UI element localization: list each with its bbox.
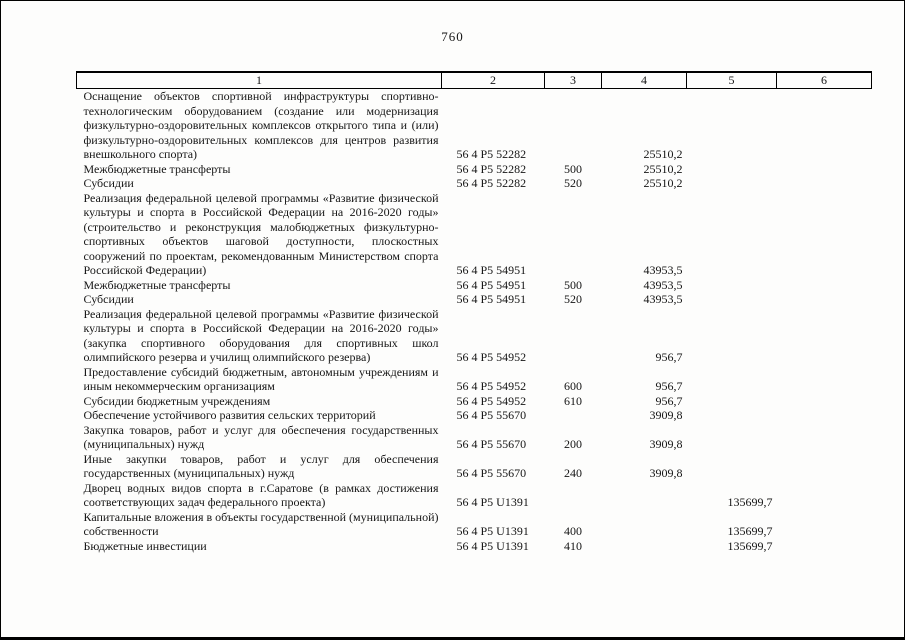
cell-amount: 43953,5: [643, 263, 683, 277]
cell-amount: [602, 481, 687, 510]
cell-amount: 25510,2: [643, 176, 683, 190]
cell-name: Дворец водных видов спорта в г.Саратове (в рамках достижения соответствующих задач федерального проекта): [83, 480, 439, 509]
cell-amount-2: [687, 307, 777, 365]
table-row: [77, 176, 872, 191]
table-row: [77, 481, 872, 510]
cell-amount-2: 135699,7: [727, 495, 773, 509]
cell-amount-2: [687, 394, 777, 409]
cell-empty: [777, 89, 872, 162]
cell-name: Предоставление субсидий бюджетным, автономным учреждениям и иным некоммерческим организациям: [83, 364, 439, 393]
cell-name: Иные закупки товаров, работ и услуг для обеспечения государственных (муниципальных) нужд: [83, 451, 439, 480]
cell-amount: 3909,8: [649, 466, 683, 480]
table-row: [77, 408, 872, 423]
cell-empty: [777, 292, 872, 307]
table-row: [77, 278, 872, 293]
cell-amount: [602, 539, 687, 554]
cell-amount-2: [687, 89, 777, 162]
cell-empty: [777, 539, 872, 554]
table-header: [77, 72, 872, 89]
cell-empty: [777, 423, 872, 452]
cell-amount-2: [687, 278, 777, 293]
cell-code: 56 4 Р5 54952: [456, 379, 527, 393]
cell-amount: 3909,8: [649, 408, 683, 422]
cell-amount-2: [687, 176, 777, 191]
table-row: [77, 423, 872, 452]
cell-code: 56 4 Р5 52282: [456, 161, 527, 176]
table-body: [77, 89, 872, 554]
cell-vid: 610: [564, 393, 582, 408]
cell-vid: 520: [564, 176, 582, 190]
cell-name: Капитальные вложения в объекты государственной (муниципальной) собственности: [83, 509, 439, 538]
cell-name: Реализация федеральной целевой программы «Развитие физической культуры и спорта в Российской Федерации на 2016-2020 годы» (строительство и реконструкция малобюджетных физкультурно-спортивных объектов шаговой доступности, плоскостных сооружений по проектам, рекомендованным Министерством спорта Российской Федерации): [83, 190, 439, 277]
cell-vid: [545, 89, 602, 162]
budget-table: [76, 71, 872, 553]
cell-vid: [545, 408, 602, 423]
cell-vid: 520: [564, 292, 582, 306]
cell-empty: [777, 162, 872, 177]
table-row: [77, 365, 872, 394]
cell-name: Обеспечение устойчивого развития сельских территорий: [83, 408, 376, 422]
column-header-2: 2: [442, 72, 545, 89]
cell-code: 56 4 Р5 55670: [456, 437, 527, 451]
cell-vid: 410: [564, 538, 582, 553]
cell-code: 56 4 Р5 U1391: [456, 495, 529, 509]
cell-name: Субсидии бюджетным учреждениям: [83, 393, 271, 408]
cell-amount-2: [687, 452, 777, 481]
cell-empty: [777, 452, 872, 481]
cell-empty: [777, 176, 872, 191]
cell-amount: 25510,2: [643, 147, 683, 161]
page-number: 760: [441, 29, 464, 44]
cell-empty: [777, 408, 872, 423]
cell-amount-2: [687, 423, 777, 452]
table-row: [77, 162, 872, 177]
column-header-4: 4: [602, 72, 687, 89]
cell-amount-2: 135699,7: [727, 538, 773, 553]
table-header-row: [77, 72, 872, 89]
cell-amount-2: [687, 365, 777, 394]
cell-code: 56 4 Р5 52282: [456, 147, 527, 161]
cell-code: 56 4 Р5 U1391: [456, 538, 529, 553]
table-row: [77, 539, 872, 554]
cell-code: 56 4 Р5 55670: [456, 408, 527, 422]
cell-vid: 600: [564, 379, 582, 393]
cell-amount-2: [687, 191, 777, 278]
cell-empty: [777, 278, 872, 293]
cell-vid: 500: [564, 161, 582, 176]
cell-name: Межбюджетные трансферты: [83, 277, 231, 292]
cell-code: 56 4 Р5 54951: [456, 277, 527, 292]
cell-code: 56 4 Р5 54951: [456, 292, 527, 306]
cell-amount: 25510,2: [643, 161, 683, 176]
cell-amount: 43953,5: [643, 292, 683, 306]
cell-amount-2: [687, 162, 777, 177]
cell-name: Реализация федеральной целевой программы «Развитие физической культуры и спорта в Российской Федерации на 2016-2020 годы» (закупка спортивного оборудования для спортивных школ олимпийского резерва и училищ олимпийского резерва): [83, 306, 439, 364]
table-row: [77, 452, 872, 481]
cell-name: Бюджетные инвестиции: [83, 538, 207, 553]
cell-name: Межбюджетные трансферты: [83, 161, 231, 176]
cell-empty: [777, 394, 872, 409]
cell-empty: [777, 510, 872, 539]
cell-code: 56 4 Р5 54951: [456, 263, 527, 277]
table-row: [77, 307, 872, 365]
cell-name: Субсидии: [83, 292, 134, 306]
cell-empty: [777, 307, 872, 365]
cell-code: 56 4 Р5 55670: [456, 466, 527, 480]
table-row: [77, 510, 872, 539]
cell-amount: 3909,8: [649, 437, 683, 451]
cell-name: Оснащение объектов спортивной инфраструктуры спортивно-технологическим оборудованием (создание или модернизация физкультурно-оздоровительных комплексов открытого типа и (или) физкультурно-оздоровительных комплексов для центров развития внешкольного спорта): [83, 89, 439, 161]
cell-amount-2: 135699,7: [727, 524, 773, 538]
cell-empty: [777, 481, 872, 510]
cell-code: 56 4 Р5 52282: [456, 176, 527, 190]
column-header-6: 6: [777, 72, 872, 89]
cell-vid: 200: [564, 437, 582, 451]
table-row: [77, 292, 872, 307]
cell-vid: [545, 481, 602, 510]
column-header-5: 5: [687, 72, 777, 89]
column-header-3: 3: [545, 72, 602, 89]
cell-vid: 400: [564, 524, 582, 538]
cell-empty: [777, 191, 872, 278]
cell-vid: [545, 191, 602, 278]
cell-code: 56 4 Р5 54952: [456, 350, 527, 364]
cell-vid: 240: [564, 466, 582, 480]
table-row: [77, 191, 872, 278]
cell-code: 56 4 Р5 54952: [456, 393, 527, 408]
cell-name: Закупка товаров, работ и услуг для обеспечения государственных (муниципальных) нужд: [83, 422, 439, 451]
table-row: [77, 394, 872, 409]
cell-name: Субсидии: [83, 176, 134, 190]
cell-amount: 43953,5: [643, 277, 683, 292]
cell-amount: 956,7: [655, 393, 683, 408]
cell-code: 56 4 Р5 U1391: [456, 524, 529, 538]
cell-amount: 956,7: [655, 350, 683, 364]
cell-amount-2: [687, 292, 777, 307]
column-header-1: 1: [77, 72, 442, 89]
cell-vid: 500: [564, 277, 582, 292]
table-row: [77, 89, 872, 162]
cell-amount: 956,7: [655, 379, 683, 393]
cell-amount: [602, 510, 687, 539]
cell-amount-2: [687, 408, 777, 423]
cell-empty: [777, 365, 872, 394]
cell-vid: [545, 307, 602, 365]
